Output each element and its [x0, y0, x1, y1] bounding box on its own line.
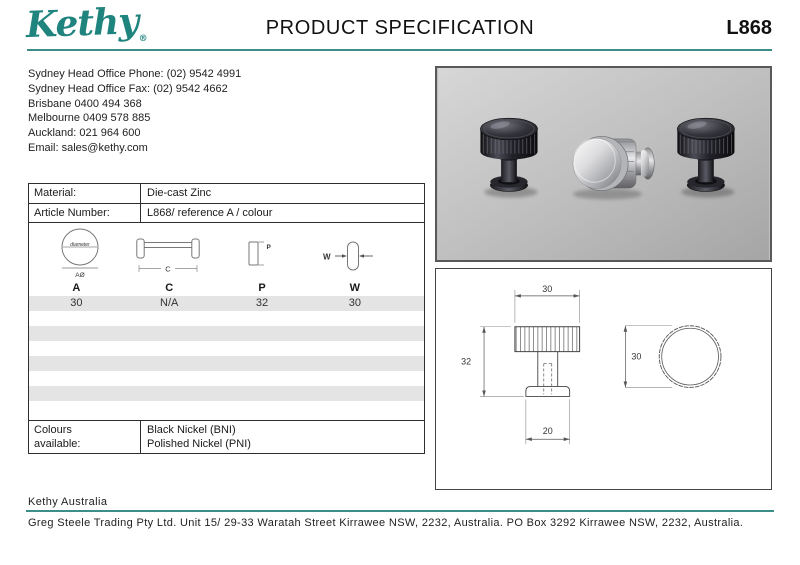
centres-icon: [136, 236, 200, 276]
dim-value-w: 30: [348, 297, 361, 309]
product-photo: [435, 66, 772, 262]
dim-header-a: A: [72, 282, 81, 294]
dimension-header-row: [29, 281, 424, 296]
dim-header-w: W: [349, 282, 361, 294]
material-row: [29, 184, 424, 204]
width-icon: [323, 237, 383, 275]
centres-icon-label: C: [165, 264, 171, 274]
article-number-value: L868/ reference A / colour: [147, 207, 273, 219]
projection-icon-label: P: [266, 244, 271, 251]
empty-row: [29, 356, 424, 371]
empty-row: [29, 371, 424, 386]
dim-header-p: P: [258, 282, 266, 294]
colour-option-bni: Black Nickel (BNI): [147, 424, 236, 436]
dim-base-width: 20: [542, 426, 553, 437]
empty-row: [29, 341, 424, 356]
diameter-icon-label: diameter: [70, 241, 90, 248]
colours-label: Colours available:: [29, 421, 141, 453]
dim-overall-height: 32: [461, 356, 472, 367]
dimension-values-row: [29, 296, 424, 311]
dim-value-c: N/A: [160, 297, 179, 309]
colours-values: [141, 421, 424, 453]
dim-value-a: 30: [70, 297, 83, 309]
empty-row: [29, 326, 424, 341]
dim-head-width: 30: [542, 283, 553, 294]
contact-auckland: Auckland: 021 964 600: [28, 127, 141, 140]
article-number-label: Article Number:: [29, 204, 141, 222]
contact-melbourne: Melbourne 0409 578 885: [28, 112, 151, 125]
spec-table: [28, 183, 425, 422]
brand-logo-text: Kethy: [25, 0, 139, 47]
contact-fax: Sydney Head Office Fax: (02) 9542 4662: [28, 82, 228, 95]
product-photo-image: [437, 68, 770, 260]
technical-drawing-image: [436, 269, 771, 489]
article-number-row: [29, 204, 424, 223]
header-divider: [27, 49, 772, 51]
registered-mark: ®: [138, 33, 148, 45]
dim-header-c: C: [165, 282, 174, 294]
projection-icon: [246, 238, 276, 272]
contact-brisbane: Brisbane 0400 494 368: [28, 97, 142, 110]
footer-company: Kethy Australia: [28, 496, 108, 508]
empty-row: [29, 386, 424, 401]
colour-option-pni: Polished Nickel (PNI): [147, 438, 251, 450]
colours-row: [28, 420, 425, 454]
material-label: Material:: [29, 184, 141, 203]
dimension-icons-row: [29, 223, 424, 281]
contact-phone: Sydney Head Office Phone: (02) 9542 4991: [28, 68, 242, 80]
width-icon-label: W: [323, 252, 331, 262]
material-value: Die-cast Zinc: [147, 187, 212, 199]
page-title: PRODUCT SPECIFICATION: [265, 17, 535, 39]
technical-drawing: [435, 268, 772, 490]
footer-address: Greg Steele Trading Pty Ltd. Unit 15/ 29-33 Waratah Street Kirrawee NSW, 2232, Australia. PO Box 3292 Kirrawee NSW, 2232, Australia.: [28, 517, 744, 529]
product-code: L868: [726, 17, 772, 39]
dim-value-p: 32: [255, 297, 269, 309]
dim-top-view-diameter: 30: [631, 351, 642, 362]
empty-row: [29, 401, 424, 421]
empty-row: [29, 311, 424, 326]
diameter-axis-label: AØ: [75, 272, 85, 279]
contact-block: [28, 67, 241, 156]
diameter-icon: [52, 225, 108, 281]
contact-email: Email: sales@kethy.com: [28, 141, 148, 154]
footer-divider: [26, 510, 774, 512]
